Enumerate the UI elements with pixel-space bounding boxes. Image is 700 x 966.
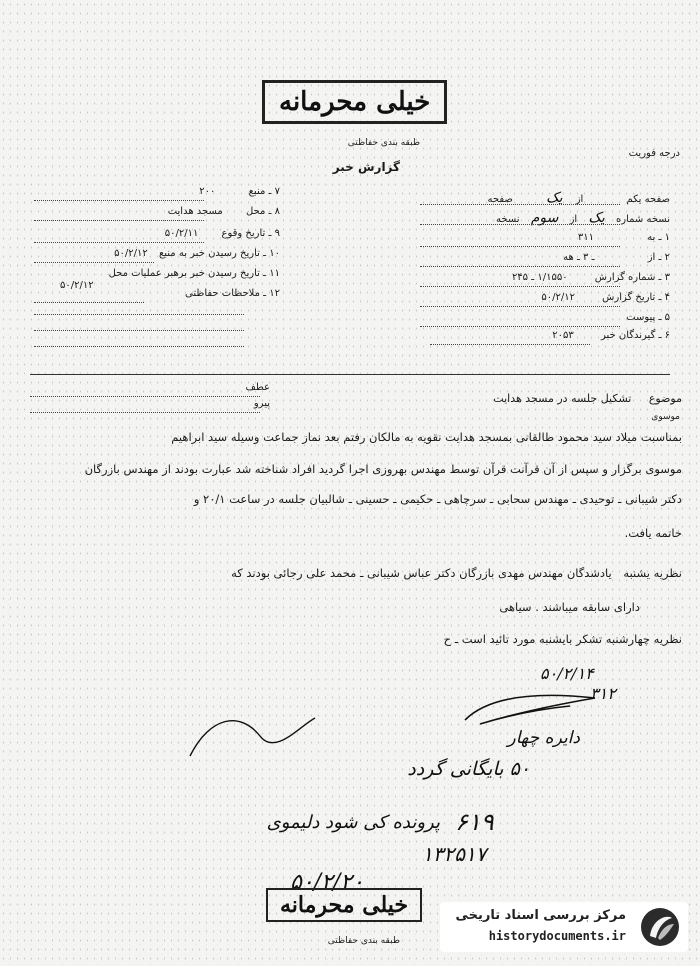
signature-scribble	[460, 690, 600, 730]
field-label: ۹ ـ تاریخ وقوع	[221, 228, 280, 239]
field-label: ۳ ـ شماره گزارش	[594, 272, 670, 283]
field-label: ۵ ـ پیوست	[626, 312, 670, 323]
body-line-2: موسوی برگزار و سپس از آن قرآنت قرآن توسط مهندس بهروزی اجرا گردید افراد شناخته شد عبارت بودند از مهندس بازرگان	[84, 462, 682, 476]
field-suffix: نسخه	[496, 214, 520, 225]
field-label: ۱۲ ـ ملاحظات حفاظتی	[185, 288, 280, 299]
classification-note-top: طبقه بندی حفاظتی	[347, 138, 420, 148]
field-value: ۲۰۰	[199, 186, 216, 197]
field-label: ۱۱ ـ تاریخ رسیدن خبر برهبر عملیات محل	[108, 268, 280, 279]
field-value: ۳۱۱	[577, 232, 594, 243]
handwritten-archive-number: ۱۳۲۵۱۷	[422, 842, 487, 866]
field-label: ۴ ـ تاریخ گزارش	[602, 292, 670, 303]
field-label: نسخه شماره	[616, 214, 670, 225]
body-line-3: دکتر شیبانی ـ توحیدی ـ مهندس سحابی ـ سرچاهی ـ حکیمی ـ حسینی ـ شالبیان جلسه در ساعت ۲۰/۱ و	[193, 492, 682, 506]
opinion-source-line-2: دارای سابقه میباشند . سیاهی	[499, 600, 640, 614]
handwritten-number: ۶۱۹	[455, 808, 494, 836]
handwritten-date-bottom: ۵۰/۲/۲۰	[290, 870, 364, 895]
field-date-to-operations-value: ۵۰/۲/۱۲	[60, 280, 94, 291]
handwritten-note-2: ۵۰ بایگانی گردد	[407, 758, 530, 780]
field-attachment	[370, 312, 670, 323]
field-label: ۷ ـ منبع	[248, 186, 280, 197]
field-place	[40, 206, 280, 217]
handwritten-note-1: دایره چهار	[507, 728, 580, 748]
classification-stamp-bottom: خیلی محرمانه	[266, 888, 422, 922]
opinion-source-line	[231, 566, 682, 580]
field-value: ۵۰/۲/۱۲	[541, 292, 575, 303]
field-value: مسجد هدایت	[167, 206, 223, 217]
subject-followup-label: پیرو	[253, 398, 270, 409]
field-mid: از	[575, 194, 584, 205]
signature-flourish	[180, 706, 320, 766]
field-value: ۲۰۵۳	[552, 330, 574, 341]
subject-text: تشکیل جلسه در مسجد هدایت	[493, 392, 632, 405]
field-to	[370, 232, 670, 243]
field-security-notes	[40, 288, 280, 299]
report-title: گزارش خبر	[332, 160, 400, 174]
body-line-1: بمناسبت میلاد سید محمود طالقانی بمسجد هدایت نقویه به مالکان رفتم بعد نماز جماعت وسیله سید ابراهیم	[171, 430, 682, 444]
watermark-logo	[440, 902, 688, 952]
field-value: یک	[546, 190, 563, 206]
margin-note: موسوی	[651, 412, 680, 422]
field-source	[40, 186, 280, 197]
field-value: ۵۰/۲/۱۲	[114, 248, 148, 259]
handwritten-note-3: پرونده کی شود دلیموی	[266, 812, 440, 833]
classification-stamp-top: خیلی محرمانه	[262, 80, 447, 124]
field-label: ۱۰ ـ تاریخ رسیدن خبر به منبع	[158, 248, 280, 259]
field-report-number	[370, 272, 670, 283]
field-recipients	[370, 330, 670, 341]
field-value: یک	[588, 210, 605, 226]
archive-logo-icon	[638, 906, 682, 948]
field-label: ۱ ـ به	[647, 232, 670, 243]
handwritten-date-right: ۵۰/۲/۱۴	[540, 664, 594, 683]
field-date-to-source	[30, 248, 280, 259]
body-line-4: خاتمه یافت.	[624, 526, 682, 540]
subject-line	[262, 392, 682, 405]
subject-label: موضوع	[648, 392, 682, 405]
subject-ref-label: عطف	[245, 382, 270, 393]
field-event-date	[40, 228, 280, 239]
field-value: ۱/۱۵۵۰ ـ ۲۴۵	[511, 272, 568, 283]
handwritten-code: ۳۱۲	[590, 684, 616, 703]
field-value-2: سوم	[530, 210, 559, 226]
field-report-date	[370, 292, 670, 303]
field-label: صفحه یکم	[626, 194, 670, 205]
field-from	[370, 252, 670, 263]
field-label: ۸ ـ محل	[245, 206, 280, 217]
field-label: ۲ ـ از	[647, 252, 670, 263]
field-mid: از	[569, 214, 578, 225]
classification-note-bottom: طبقه بندی حفاظتی	[327, 936, 400, 946]
opinion-source-label: نظریه یشنبه	[623, 566, 682, 580]
field-suffix: صفحه	[487, 194, 513, 205]
priority-label: درجه فوریت	[628, 148, 680, 159]
field-date-to-operations	[30, 268, 280, 279]
field-value: ۵۰/۲/۱۱	[164, 228, 199, 239]
field-value: ـ ۳ ـ هه	[563, 252, 595, 263]
field-label: ۶ ـ گیرندگان خبر	[600, 330, 670, 341]
opinion-final-line: نظریه چهارشنبه تشکر بایشنبه مورد تائید است ـ ح	[443, 632, 682, 646]
watermark-url: historydocuments.ir	[488, 929, 626, 943]
opinion-source-text: یادشدگان مهندس مهدی بازرگان دکتر عباس شیبانی ـ محمد علی رجائی بودند که	[231, 566, 612, 580]
header-divider	[30, 374, 670, 375]
watermark-text: مرکز بررسی اسناد تاریخی	[455, 908, 626, 923]
